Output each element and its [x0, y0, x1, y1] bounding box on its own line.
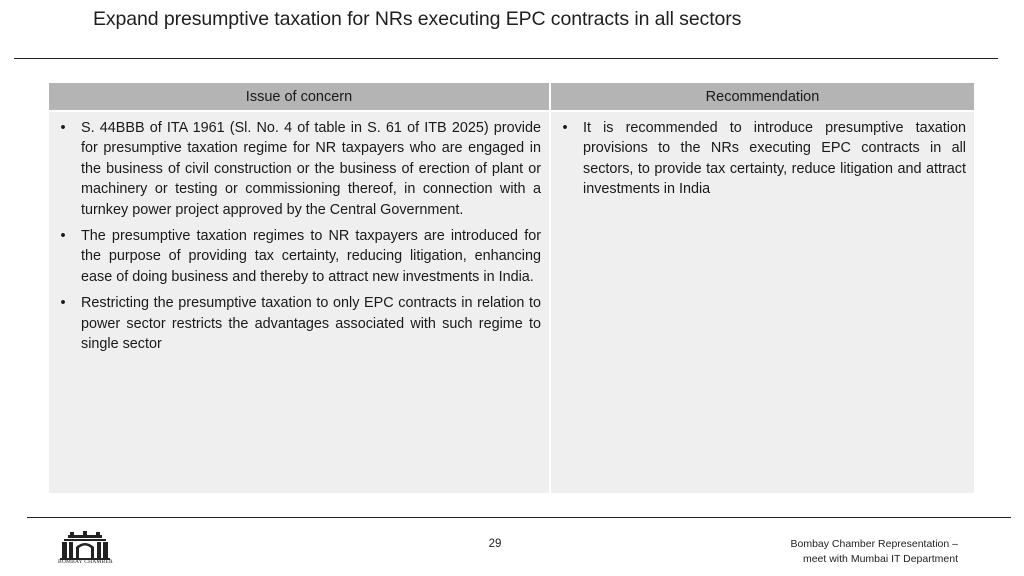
bottom-divider	[27, 517, 1011, 518]
recommendation-header: Recommendation	[551, 83, 974, 110]
top-divider	[14, 58, 998, 59]
bullet-icon: •	[60, 295, 66, 312]
recommendation-point	[559, 118, 966, 200]
footer-note-line2: meet with Mumbai IT Department	[802, 553, 958, 565]
issue-recommendation-table	[49, 83, 974, 493]
issue-point	[57, 226, 541, 287]
issue-point-text: Restricting the presumptive taxation to only EPC contracts in relation to power sector restricts the advantages associated with such regime to single sector	[81, 295, 541, 353]
recommendation-list	[559, 118, 966, 200]
bullet-icon: •	[60, 120, 66, 136]
issue-column	[49, 83, 549, 493]
bullet-icon: •	[60, 228, 66, 245]
issue-body	[49, 112, 549, 493]
footer-note	[790, 537, 958, 567]
recommendation-column	[551, 83, 974, 493]
page-number: 29	[488, 538, 502, 550]
issue-header: Issue of concern	[49, 83, 549, 110]
recommendation-point-text: It is recommended to introduce presumptive taxation provisions to the NRs executing EPC contracts in all sectors, to provide tax certainty, reduce litigation and attract investments in India	[583, 120, 966, 198]
recommendation-body	[551, 112, 974, 493]
slide-title: Expand presumptive taxation for NRs executing EPC contracts in all sectors	[93, 8, 742, 30]
issue-point-text: The presumptive taxation regimes to NR taxpayers are introduced for the purpose of providing tax certainty, reducing litigation, enhancing ease of doing business and thereby to attract new investments in India.	[81, 228, 541, 285]
logo-wordmark: BOMBAY CHAMBER	[58, 559, 113, 565]
issue-point	[57, 293, 541, 354]
issue-point	[57, 118, 541, 220]
issue-list	[57, 118, 541, 354]
bullet-icon: •	[562, 120, 568, 136]
issue-point-text: S. 44BBB of ITA 1961 (Sl. No. 4 of table in S. 61 of ITB 2025) provide for presumptive taxation regime for NR taxpayers who are engaged in the business of civil construction or the business of erection of plant or machinery or testing or commissioning thereof, in connection with a turnkey power project approved by the Central Government.	[81, 120, 541, 218]
footer-note-line1: Bombay Chamber Representation –	[790, 538, 958, 550]
